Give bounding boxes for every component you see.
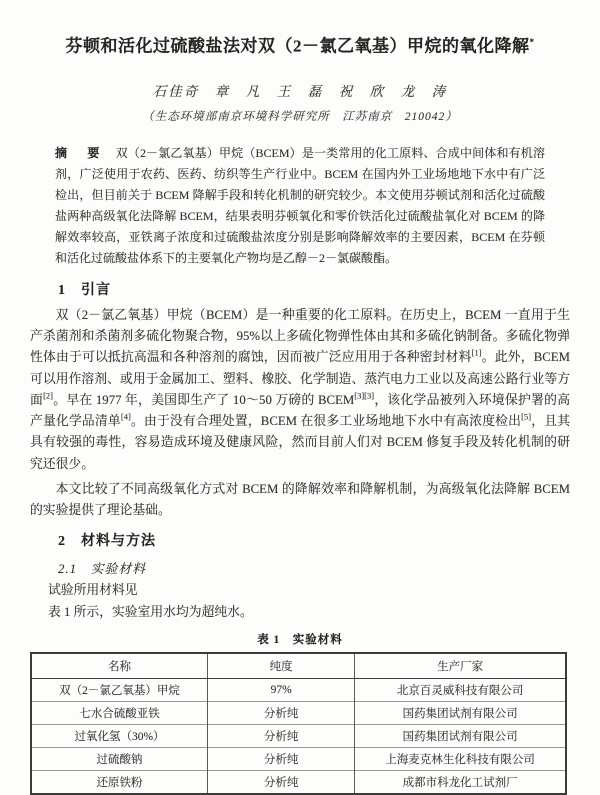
table-cell: 分析纯 bbox=[208, 701, 355, 724]
table-row bbox=[31, 724, 566, 747]
paragraph-text: ，该化学品被列入环境保护署的高产量化学品清单 bbox=[30, 392, 570, 429]
title-text: 芬顿和活化过硫酸盐法对双（2－氯乙氧基）甲烷的氧化降解 bbox=[65, 36, 530, 56]
paragraph-text: 。此外，BCEM 可以用作溶剂、或用于金属加工、塑料、橡胶、化学制造、蒸汽电力工业以及高速公路行业等方面 bbox=[30, 350, 570, 407]
materials-table bbox=[30, 652, 567, 795]
materials-note-line-2: 表 1 所示，实验室用水均为超纯水。 bbox=[48, 604, 253, 619]
paragraph-text: 。由于没有合理处置，BCEM 在很多工业场地地下水中有高浓度检出 bbox=[130, 414, 522, 429]
subsection-heading-materials: 2.1 实验材料 bbox=[58, 561, 146, 576]
abstract-paragraph bbox=[30, 143, 570, 269]
citation-superscript: [3][3] bbox=[354, 390, 375, 401]
paragraph-text: ，且其具有较强的毒性，容易造成环境及健康风险，然而目前人们对 BCEM 修复手段及转化机制的研究还很少。 bbox=[30, 414, 571, 471]
table-row bbox=[31, 747, 566, 770]
page-title bbox=[30, 30, 570, 59]
intro-paragraph-2: 本文比较了不同高级氧化方式对 BCEM 的降解效率和降解机制，为高级氧化法降解 BCEM 的实验提供了理论基础。 bbox=[30, 482, 570, 518]
citation-superscript: [1] bbox=[471, 347, 482, 358]
citation-superscript: [5] bbox=[521, 411, 532, 422]
table-header-cell: 生产厂家 bbox=[355, 653, 566, 679]
authors-line: 石佳奇 章 凡 王 磊 祝 欣 龙 涛 bbox=[152, 83, 448, 99]
table-cell: 分析纯 bbox=[208, 747, 355, 770]
citation-superscript: [2] bbox=[43, 390, 53, 401]
paragraph-text: 双（2－氯乙氧基）甲烷（BCEM）是一种重要的化工原料。在历史上，BCEM 一直用于生产杀菌剂和杀菌剂多硫化物聚合物，95%以上多硫化物弹性体由其和多硫化钠制备。多硫化物弹性体由于可以抵抗高温和各种溶剂的腐蚀，因而被广泛应用用于各种密封材料 bbox=[30, 307, 570, 365]
table-row bbox=[31, 678, 566, 701]
materials-note-line-1: 试验所用材料见 bbox=[48, 582, 138, 597]
table-cell: 七水合硫酸亚铁 bbox=[31, 701, 208, 724]
affiliation-line: （生态环境部南京环境科学研究所 江苏南京 210042） bbox=[142, 110, 458, 123]
table-row bbox=[31, 770, 566, 794]
table-cell: 上海麦克林生化科技有限公司 bbox=[355, 747, 566, 770]
table-cell: 成都市科龙化工试剂厂 bbox=[355, 770, 566, 794]
table-cell: 分析纯 bbox=[208, 724, 355, 747]
table-cell: 国药集团试剂有限公司 bbox=[355, 724, 566, 747]
table-header-row bbox=[31, 653, 566, 679]
table-cell: 97% bbox=[208, 678, 355, 701]
table-cell: 国药集团试剂有限公司 bbox=[355, 701, 566, 724]
section-heading-methods: 2 材料与方法 bbox=[58, 533, 156, 549]
intro-paragraph-1 bbox=[30, 305, 570, 475]
abstract-label: 摘 要 bbox=[55, 145, 104, 160]
citation-superscript: [4] bbox=[120, 411, 131, 422]
table-caption: 表 1 实验材料 bbox=[257, 633, 343, 646]
table-cell: 北京百灵威科技有限公司 bbox=[355, 678, 566, 701]
table-header-cell: 纯度 bbox=[208, 653, 355, 679]
table-row bbox=[31, 701, 566, 724]
paragraph-text: 。早在 1977 年，美国即生产了 10～50 万磅的 BCEM bbox=[52, 392, 355, 407]
table-cell: 还原铁粉 bbox=[31, 770, 208, 794]
title-footnote-marker: * bbox=[529, 37, 535, 47]
table-header-cell: 名称 bbox=[31, 653, 208, 679]
table-cell: 过氧化氢（30%） bbox=[31, 724, 208, 747]
abstract-text: 双（2－氯乙氧基）甲烷（BCEM）是一类常用的化工原料、合成中间体和有机溶剂，广泛使用于农药、医药、纺织等生产行业中。BCEM 在国内外工业场地地下水中有广泛检出，但目前关于 BCEM 降解手段和转化机制的研究较少。本文使用芬顿试剂和活化过硫酸盐两种高级氧化法降解 BCEM，结果表明芬顿氧化和零价铁活化过硫酸盐氧化对 BCEM 的降解效率较高，亚铁离子浓度和过硫酸盐浓度分别是影响降解效率的主要因素，BCEM 在芬顿和活化过硫酸盐体系下的主要氧化产物均是乙醇－2－氯碳酸酯。 bbox=[55, 145, 545, 265]
table-cell: 分析纯 bbox=[208, 770, 355, 794]
section-heading-introduction: 1 引言 bbox=[58, 282, 111, 298]
table-cell: 过硫酸钠 bbox=[31, 747, 208, 770]
table-cell: 双（2－氯乙氧基）甲烷 bbox=[31, 678, 208, 701]
